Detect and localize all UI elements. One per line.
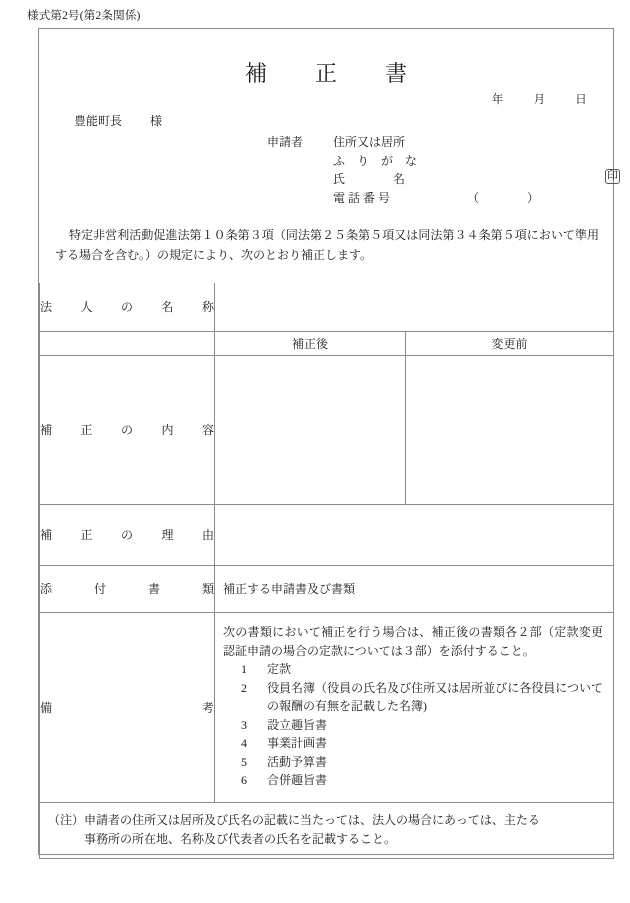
table-row-remarks xyxy=(40,612,614,802)
form-outer-frame xyxy=(38,28,618,855)
date-year-label: 年 xyxy=(491,94,504,106)
page-title: 補 正 書 xyxy=(244,61,420,86)
list-item-text: 事業計画書 xyxy=(267,736,328,751)
list-item xyxy=(223,716,603,735)
column-header-after: 補正後 xyxy=(215,331,406,355)
addressee-name: 豊能町長 xyxy=(74,114,123,128)
list-item-number: 3 xyxy=(241,717,248,732)
list-item-number: 5 xyxy=(241,754,248,769)
list-item xyxy=(223,679,603,716)
date-day-label: 日 xyxy=(575,94,587,106)
list-item xyxy=(223,660,603,679)
statute-paragraph xyxy=(55,225,599,265)
applicant-label: 申請者 xyxy=(267,135,304,149)
corporate-name-value-cell[interactable] xyxy=(215,283,614,331)
list-item-text: 役員名簿（役員の氏名及び住所又は居所並びに各役員についての報酬の有無を記載した名簿) xyxy=(267,680,604,714)
list-item-text: 合併趣旨書 xyxy=(267,773,328,788)
applicant-furigana-label: ふ り が な xyxy=(333,153,418,168)
note-line-1-text: 申請者の住所又は居所及び氏名の記載に当たっては、法人の場合にあっては、主たる xyxy=(84,812,540,827)
applicant-phone-row xyxy=(267,189,539,208)
form-header-area xyxy=(39,29,618,283)
note-marker: （注） xyxy=(48,812,85,827)
list-item xyxy=(223,771,603,790)
column-header-before: 変更前 xyxy=(406,331,614,355)
remarks-label: 備 考 xyxy=(40,700,215,715)
amendment-reason-label-cell xyxy=(40,504,215,565)
amendment-table xyxy=(39,283,614,859)
corporate-name-label-cell xyxy=(40,283,215,331)
statute-text: 特定非営利活動促進法第１０条第３項（同法第２５条第５項又は同法第３４条第５項において準用する場合を含む。）の規定により、次のとおり補正します。 xyxy=(55,228,599,262)
attached-documents-value-cell[interactable]: 補正する申請書及び書類 xyxy=(215,565,614,612)
remarks-value-cell xyxy=(215,612,614,802)
table-row-amendment-reason xyxy=(40,504,614,565)
note-line-1 xyxy=(48,811,603,830)
amendment-content-label: 補 正 の 内 容 xyxy=(40,423,215,437)
list-item xyxy=(223,734,603,753)
note-line-2: 事務所の所在地、名称及び代表者の氏名を記載すること。 xyxy=(84,831,397,846)
list-item-text: 設立趣旨書 xyxy=(267,717,328,732)
applicant-name-label: 氏 名 xyxy=(333,172,406,186)
date-line xyxy=(492,91,587,107)
amendment-reason-label: 補 正 の 理 由 xyxy=(40,528,215,542)
addressee-honorific: 様 xyxy=(150,114,163,128)
applicant-name-row xyxy=(267,170,618,189)
remarks-list xyxy=(223,660,603,790)
amendment-content-before-cell[interactable] xyxy=(406,355,614,504)
amendment-content-label-cell xyxy=(40,355,215,504)
remarks-label-cell xyxy=(40,612,215,802)
attached-documents-label: 添 付 書 類 xyxy=(40,582,215,596)
list-item-text: 定款 xyxy=(267,662,292,677)
table-row-note xyxy=(40,802,614,858)
amendment-reason-value-cell[interactable] xyxy=(215,504,614,565)
applicant-phone-value[interactable]: （ ） xyxy=(467,190,540,205)
applicant-address-label: 住所又は居所 xyxy=(333,135,406,149)
list-item-number: 1 xyxy=(241,662,248,677)
list-item xyxy=(223,753,603,772)
corporate-name-label: 法 人 の 名 称 xyxy=(40,300,215,315)
table-row-column-headers xyxy=(40,331,614,355)
seal-icon: 印 xyxy=(607,170,618,182)
table-row-amendment-content xyxy=(40,355,614,504)
note-cell xyxy=(40,802,614,858)
list-item-text: 活動予算書 xyxy=(267,754,328,769)
applicant-phone-label: 電 話 番 号 xyxy=(333,190,391,205)
addressee xyxy=(74,112,162,129)
table-row-attached-documents xyxy=(40,565,614,612)
form-number-label: 様式第2号(第2条関係) xyxy=(27,10,141,22)
list-item-number: 6 xyxy=(241,773,248,788)
attached-documents-label-cell xyxy=(40,565,215,612)
applicant-furigana-row xyxy=(267,152,539,171)
remarks-intro-text: 次の書類において補正を行う場合は、補正後の書類各２部（定款変更認証申請の場合の定款については３部）を添付すること。 xyxy=(223,625,604,658)
date-month-label: 月 xyxy=(533,94,546,106)
amendment-content-after-cell[interactable] xyxy=(215,355,406,504)
applicant-address-row xyxy=(267,133,539,152)
list-item-number: 4 xyxy=(241,736,248,751)
table-row-corporate-name xyxy=(40,283,614,331)
column-header-blank-cell xyxy=(40,331,215,355)
applicant-block xyxy=(267,133,618,207)
list-item-number: 2 xyxy=(241,680,248,695)
